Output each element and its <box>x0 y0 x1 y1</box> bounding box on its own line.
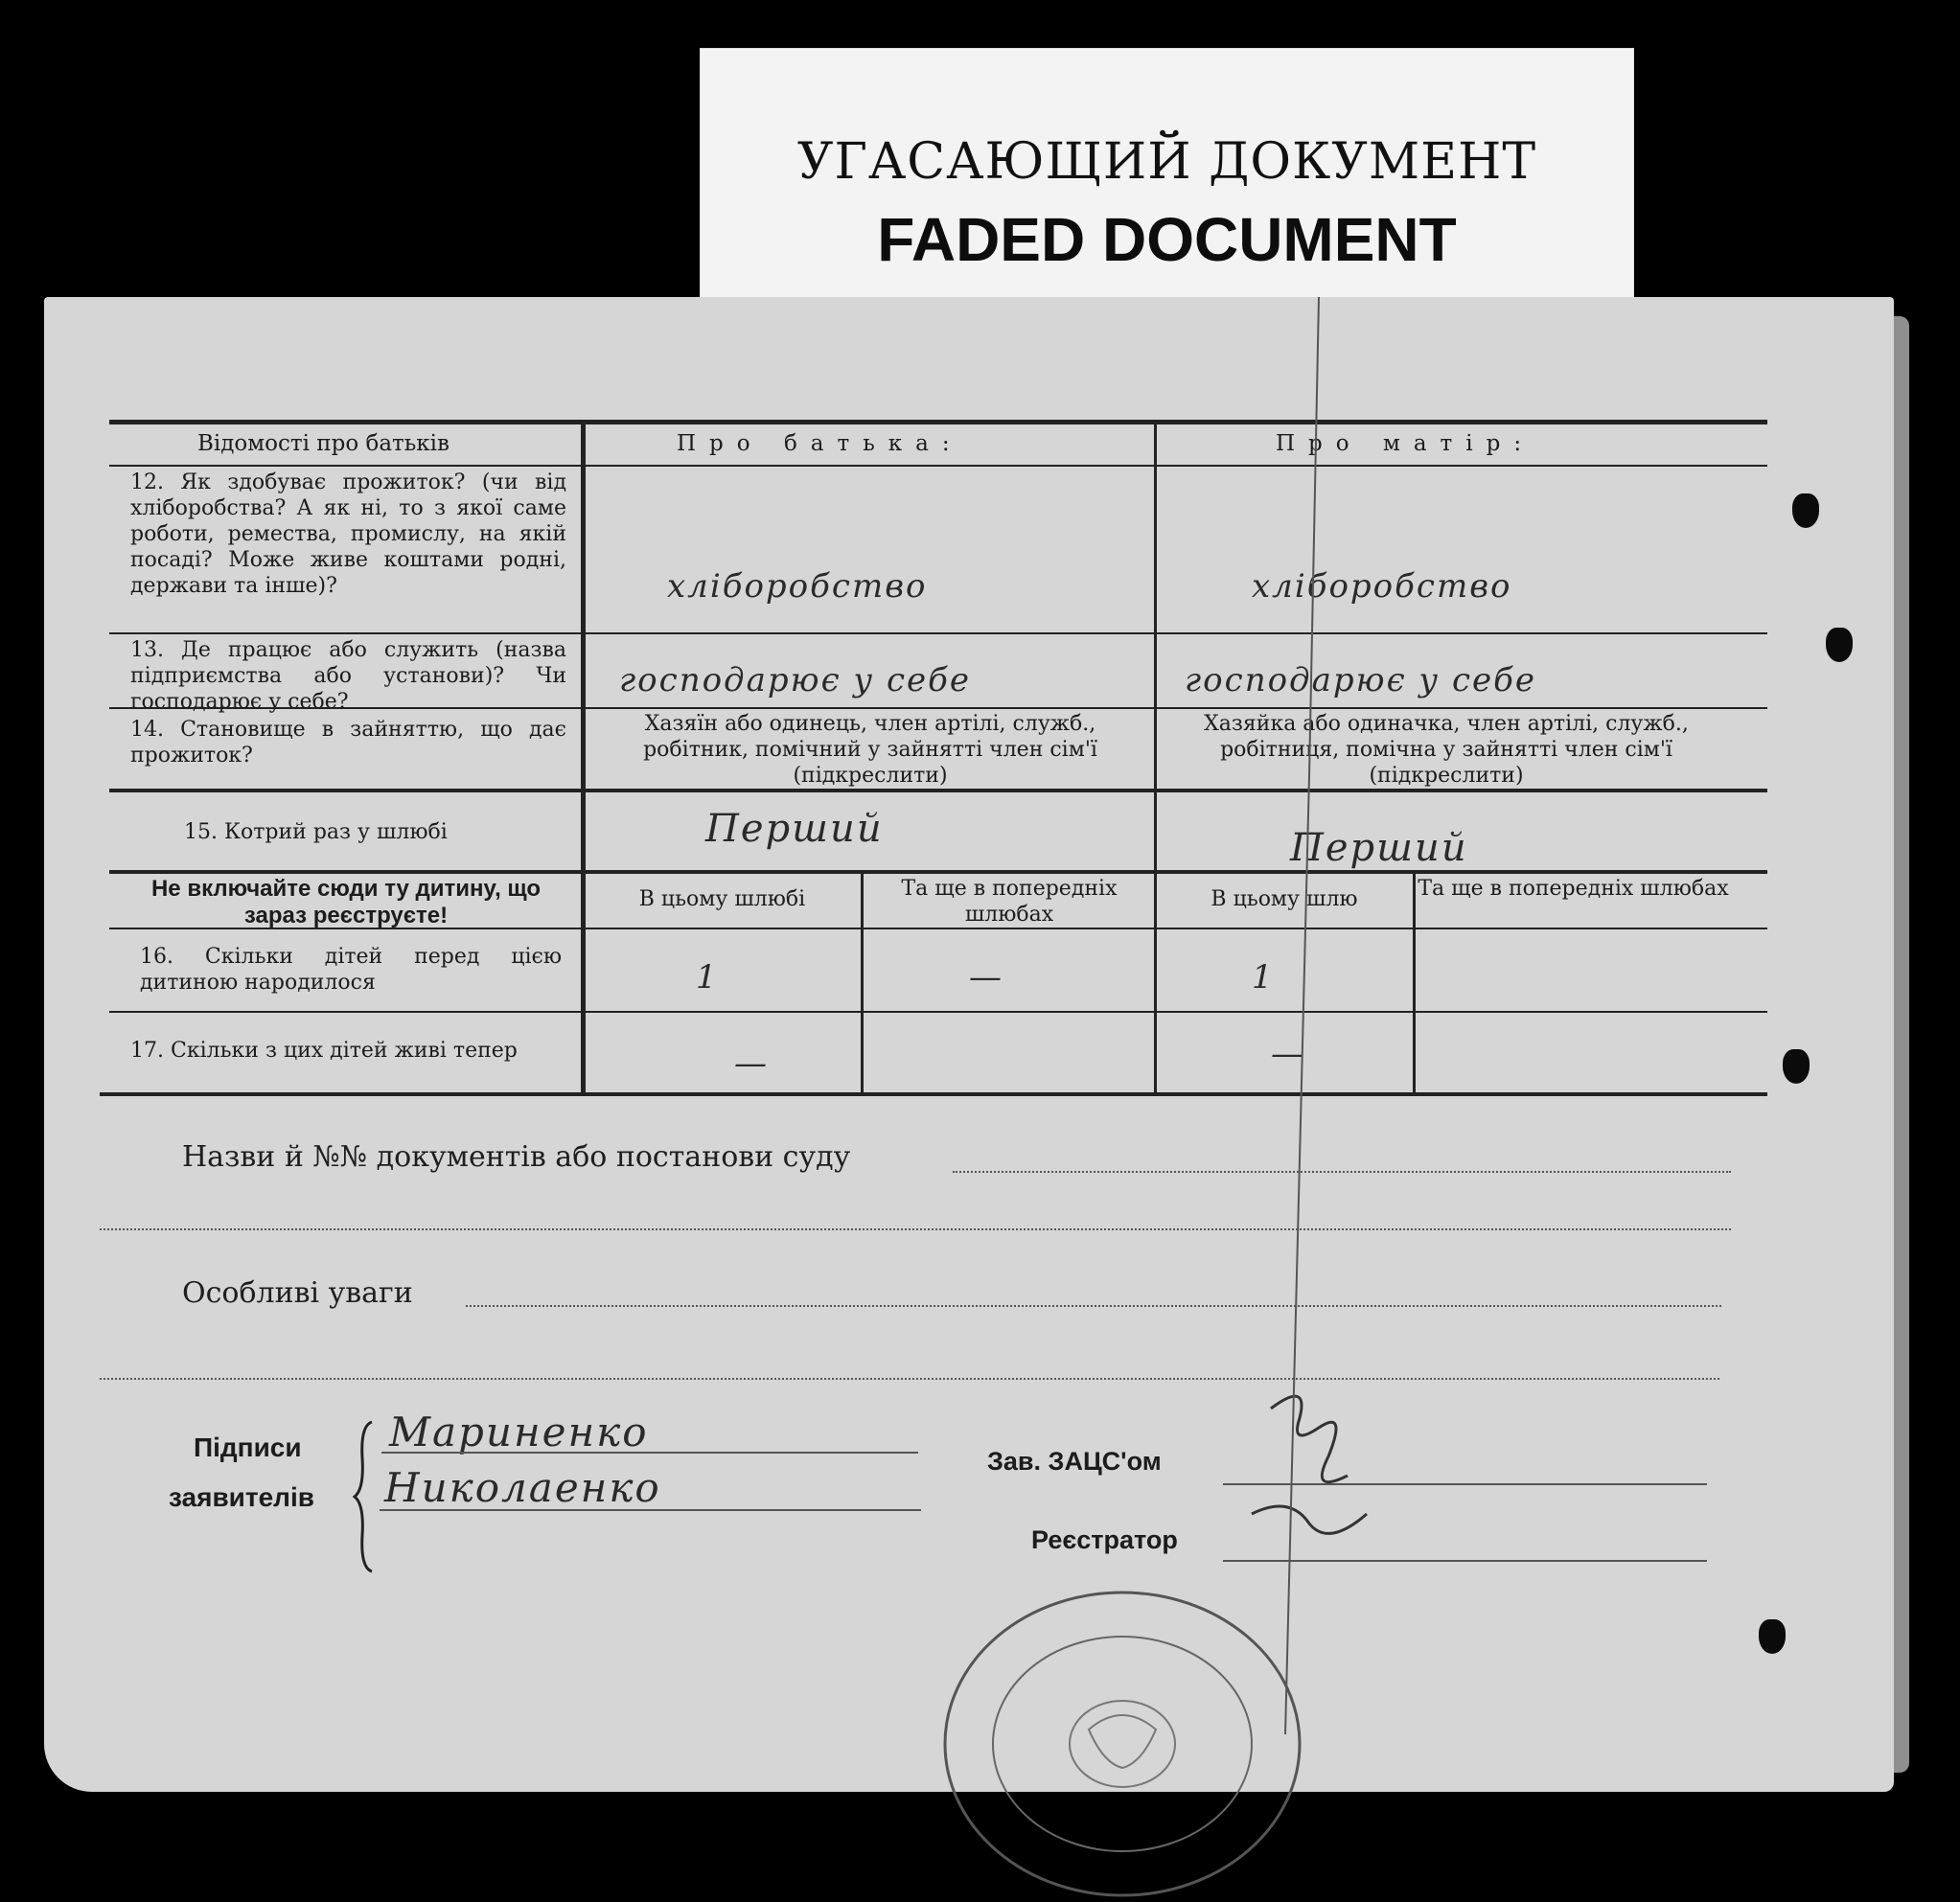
question-14: 14. Становище в зайняттю, що дає прожиток? <box>130 718 566 768</box>
ink-stain-4 <box>1759 1619 1786 1654</box>
header-mother: Про матір: <box>1276 431 1535 456</box>
documents-line-1 <box>953 1171 1731 1173</box>
documents-label: Назви й №№ документів або постанови суду <box>182 1140 851 1174</box>
question-12: 12. Як здобуває прожиток? (чи від хліборобства? А як ні, то з якої саме роботи, ремества, промислу, на якій посаді? Може живе коштами родні, держави та інше)? <box>130 470 566 598</box>
question-15: 15. Котрий раз у шлюбі <box>184 820 448 844</box>
answer-16-mother-this: 1 <box>1252 958 1275 997</box>
rule-14 <box>109 789 1767 792</box>
answer-12-mother: хліборобство <box>1252 567 1512 606</box>
applicant-signature-1: Мариненко <box>389 1409 649 1455</box>
subcol-this-marriage-father: В цьому шлюбі <box>638 887 806 911</box>
answer-14-mother: Хазяйка або одиначка, член артілі, служб., робітниця, помічна у зайнятті член сім'ї (підкреслити) <box>1204 712 1689 788</box>
rule-16 <box>109 1011 1767 1013</box>
answer-14-father: Хазяїн або одинець, член артілі, служб., робітник, помічний у зайнятті член сім'ї (підкреслити) <box>643 712 1097 788</box>
header-info: Відомості про батьків <box>197 431 450 456</box>
label-english: FADED DOCUMENT <box>877 205 1457 274</box>
registrar-label: Реєстратор <box>1031 1525 1178 1554</box>
col-divider-father-sub <box>861 870 864 1094</box>
signatures-label-2: заявителів <box>169 1482 314 1512</box>
question-13: 13. Де працює або служить (назва підприємства або установи)? Чи господарює у себе? <box>130 638 566 714</box>
head-of-registry-label: Зав. ЗАЦС'ом <box>987 1447 1162 1476</box>
answer-12-father: хліборобство <box>667 567 928 606</box>
registration-form <box>44 297 1894 1792</box>
form-sheet <box>44 297 1894 1792</box>
applicant-line-1 <box>381 1452 918 1454</box>
question-16: 16. Скільки дітей перед цією дитиною народилося <box>140 945 562 995</box>
rule-12 <box>109 632 1767 634</box>
faded-document-label <box>700 48 1634 301</box>
subcol-prev-marriage-father: Та ще в попередніх шлюбах <box>901 877 1118 927</box>
remarks-line-2 <box>100 1378 1719 1380</box>
answer-15-mother: Перший <box>1290 826 1468 870</box>
label-ukrainian: УГАСАЮЩИЙ ДОКУМЕНТ <box>796 133 1537 191</box>
subcol-this-marriage-mother: В цьому шлю <box>1211 887 1358 911</box>
answer-13-father: господарює у себе <box>619 661 971 699</box>
paper-crease <box>1280 297 1338 1734</box>
remarks-label: Особливі уваги <box>182 1276 413 1310</box>
answer-13-mother: господарює у себе <box>1185 661 1536 699</box>
subcol-prev-marriage-mother: Та ще в попередніх шлюбах <box>1418 877 1729 901</box>
ink-stain-1 <box>1792 493 1819 528</box>
documents-line-2 <box>100 1228 1731 1230</box>
rule-top <box>109 420 1767 424</box>
applicant-signature-2: Николаенко <box>384 1464 661 1511</box>
signature-brace <box>353 1420 378 1573</box>
signatures-label-1: Підписи <box>194 1432 302 1462</box>
answer-15-father: Перший <box>705 807 884 851</box>
question-17: 17. Скільки з цих дітей живі тепер <box>130 1039 518 1063</box>
official-seal <box>935 1586 1309 1902</box>
col-divider-2 <box>1154 420 1157 1094</box>
rule-15 <box>109 870 1767 874</box>
answer-17-father-this: — <box>734 1044 769 1083</box>
header-father: Про батька: <box>677 431 963 456</box>
col-divider-1 <box>581 420 586 1094</box>
applicant-line-2 <box>380 1509 921 1511</box>
remarks-line-1 <box>466 1305 1721 1307</box>
rule-bottom <box>100 1092 1767 1096</box>
answer-16-father-prev: — <box>969 958 1003 997</box>
rule-under-header <box>109 465 1767 467</box>
col-divider-mother-sub <box>1413 870 1416 1094</box>
answer-16-father-this: 1 <box>696 958 719 997</box>
ink-stain-2 <box>1826 628 1853 662</box>
children-note: Не включайте сюди ту дитину, що зараз реєструєте! <box>150 876 542 928</box>
ink-stain-3 <box>1783 1049 1810 1084</box>
answer-17-mother-this: — <box>1271 1035 1305 1073</box>
